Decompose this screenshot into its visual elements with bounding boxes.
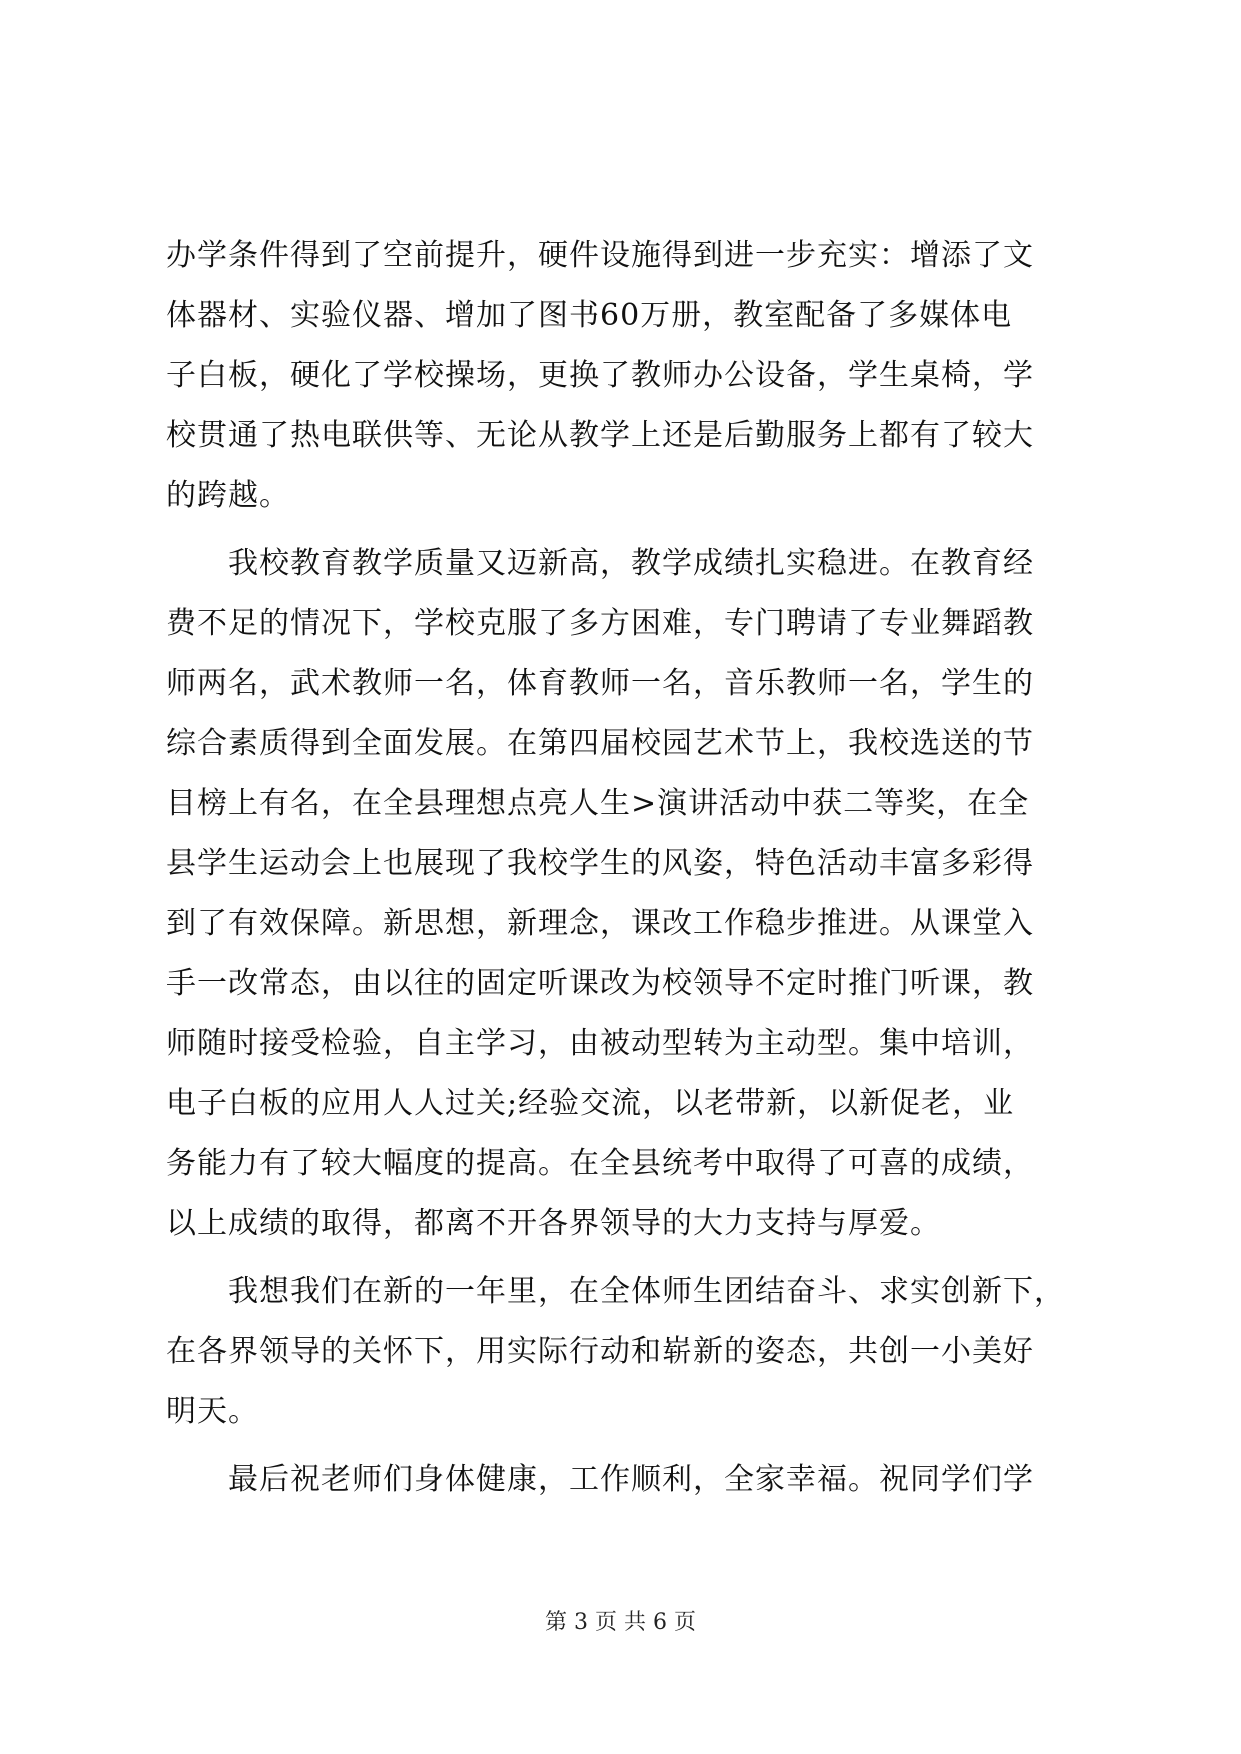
text-line: 县学生运动会上也展现了我校学生的风姿，特色活动丰富多彩得 <box>166 846 1034 881</box>
paragraph-spacing <box>166 1254 1074 1262</box>
text-line: 电子白板的应用人人过关;经验交流，以老带新，以新促老，业 <box>166 1086 1015 1121</box>
text-line: 手一改常态，由以往的固定听课改为校领导不定时推门听课，教 <box>166 966 1034 1001</box>
text-line: 综合素质得到全面发展。在第四届校园艺术节上，我校选送的节 <box>166 726 1034 761</box>
text-line: 我校教育教学质量又迈新高，教学成绩扎实稳进。在教育经 <box>166 546 1034 581</box>
text-line: 的跨越。 <box>166 478 290 513</box>
document-body <box>166 226 1074 1510</box>
paragraph-spacing <box>166 526 1074 534</box>
paragraph-spacing <box>166 1442 1074 1450</box>
text-line: 到了有效保障。新思想，新理念，课改工作稳步推进。从课堂入 <box>166 906 1034 941</box>
text-line: 在各界领导的关怀下，用实际行动和崭新的姿态，共创一小美好 <box>166 1334 1034 1369</box>
paragraph-4 <box>166 1450 1074 1510</box>
text-line: 我想我们在新的一年里，在全体师生团结奋斗、求实创新下， <box>166 1274 1065 1309</box>
text-line: 体器材、实验仪器、增加了图书60万册，教室配备了多媒体电 <box>166 298 1013 333</box>
text-line: 费不足的情况下，学校克服了多方困难，专门聘请了专业舞蹈教 <box>166 606 1034 641</box>
paragraph-1 <box>166 226 1074 526</box>
text-line: 子白板，硬化了学校操场，更换了教师办公设备，学生桌椅，学 <box>166 358 1034 393</box>
text-line: 目榜上有名，在全县理想点亮人生>演讲活动中获二等奖，在全 <box>166 786 1030 821</box>
paragraph-2 <box>166 534 1074 1254</box>
paragraph-3 <box>166 1262 1074 1442</box>
text-line: 明天。 <box>166 1394 259 1429</box>
text-line: 务能力有了较大幅度的提高。在全县统考中取得了可喜的成绩， <box>166 1146 1034 1181</box>
text-line: 最后祝老师们身体健康，工作顺利，全家幸福。祝同学们学 <box>166 1462 1034 1497</box>
text-line: 办学条件得到了空前提升，硬件设施得到进一步充实：增添了文 <box>166 238 1034 273</box>
page-number-footer: 第 3 页 共 6 页 <box>545 1610 696 1635</box>
text-line: 校贯通了热电联供等、无论从教学上还是后勤服务上都有了较大 <box>166 418 1034 453</box>
text-line: 师两名，武术教师一名，体育教师一名，音乐教师一名，学生的 <box>166 666 1034 701</box>
text-line: 以上成绩的取得，都离不开各界领导的大力支持与厚爱。 <box>166 1206 941 1241</box>
text-line: 师随时接受检验，自主学习，由被动型转为主动型。集中培训， <box>166 1026 1034 1061</box>
